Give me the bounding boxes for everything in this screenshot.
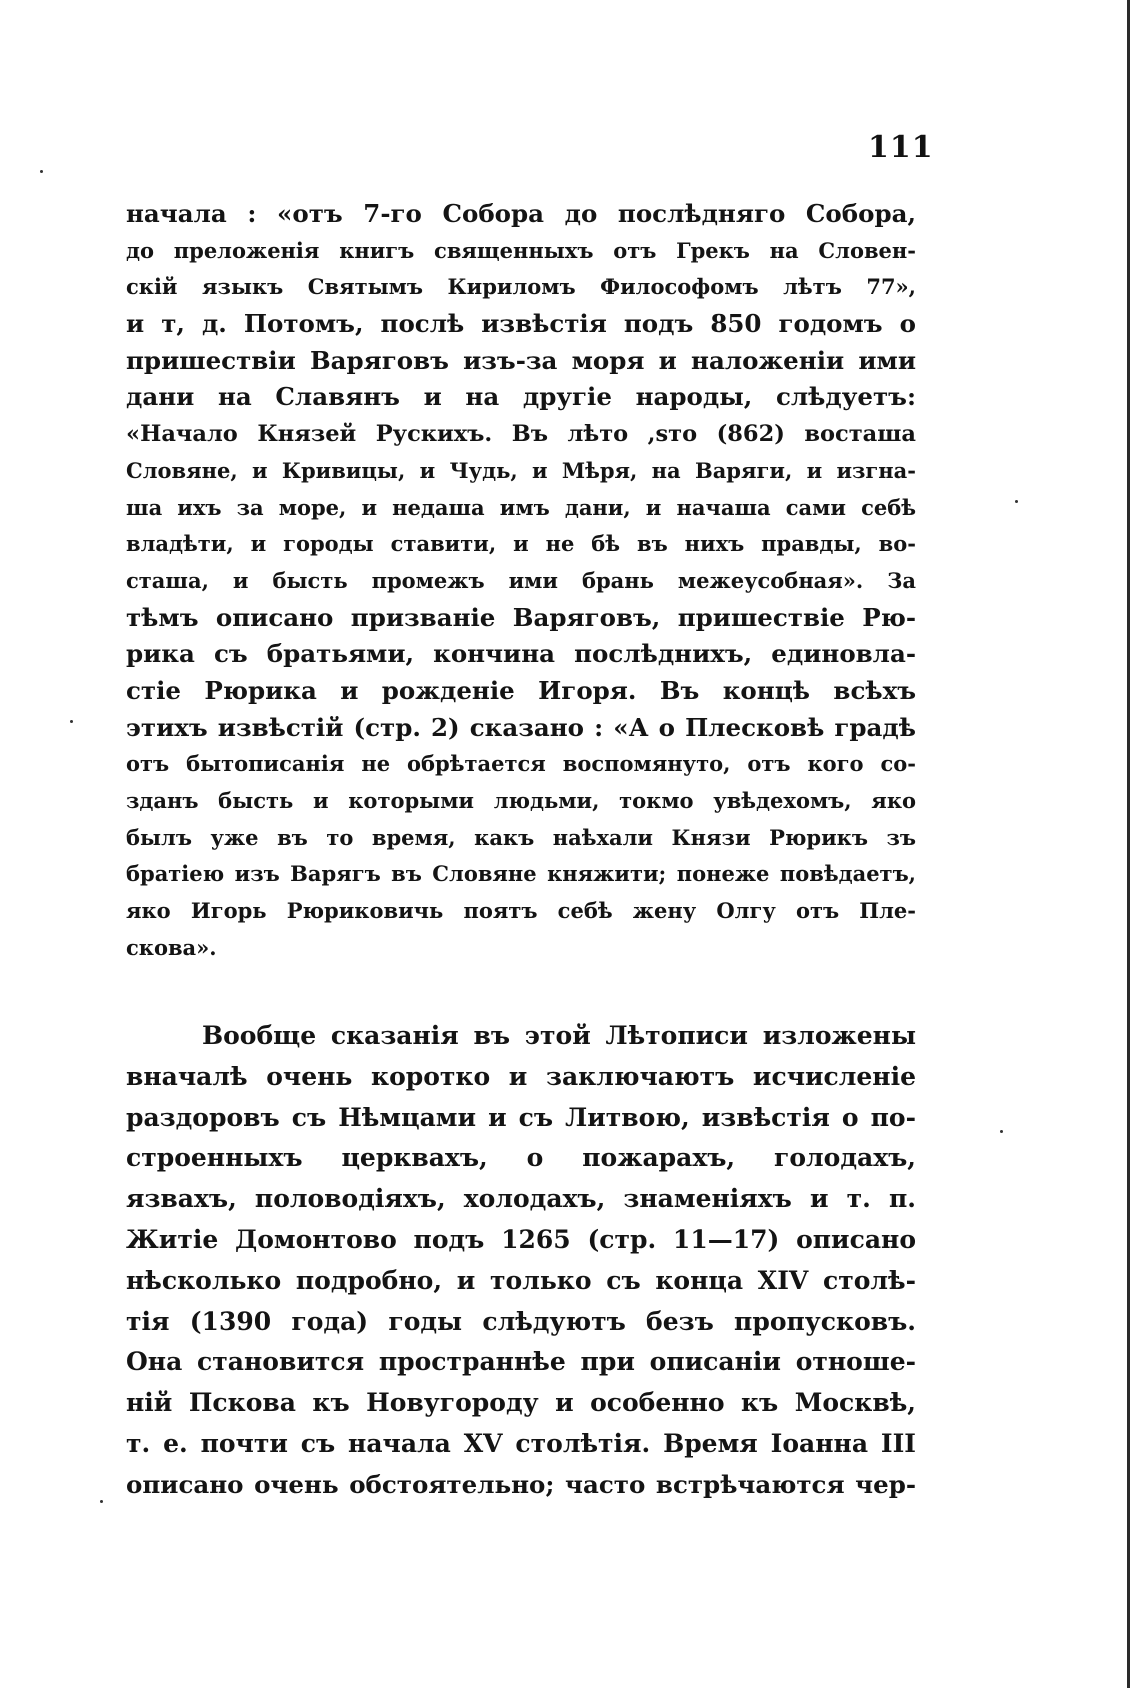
text-line: и т, д. Потомъ, послѣ извѣстія подъ 850 годомъ о (126, 309, 916, 339)
text-line: Житіе Домонтово подъ 1265 (стр. 11—17) описано (126, 1224, 916, 1254)
text-line: тѣмъ описано призваніе Варяговъ, пришествіе Рю- (126, 602, 916, 632)
text-line: начала : «отъ 7-го Собора до послѣдняго Собора, (126, 199, 916, 228)
scan-speck (70, 720, 73, 723)
text-line: стіе Рюрика и рожденіе Игоря. Въ концѣ всѣхъ (126, 675, 916, 705)
text-line: сташа, и бысть промежъ ими брань межеусобная». За (126, 567, 916, 593)
text-line: нѣсколько подробно, и только съ конца XIV столѣ- (126, 1265, 916, 1295)
text-line: пришествіи Варяговъ изъ-за моря и наложеніи ими (126, 345, 916, 375)
text-line: т. е. почти съ начала XV столѣтія. Время Іоанна III (126, 1428, 916, 1458)
text-line: вначалѣ очень коротко и заключаютъ исчисленіе (126, 1061, 916, 1091)
text-line: этихъ извѣстій (стр. 2) сказано : «А о Плесковѣ градѣ (126, 712, 916, 742)
text-line: отъ бытописанія не обрѣтается воспомянуто, отъ кого со- (126, 751, 916, 777)
text-line: яко Игорь Рюриковичь поятъ себѣ жену Олгу отъ Пле- (126, 898, 916, 924)
text-line: описано очень обстоятельно; часто встрѣчаются чер- (126, 1469, 916, 1499)
text-line: тія (1390 года) годы слѣдуютъ безъ пропусковъ. (126, 1306, 916, 1336)
text-line: «Начало Князей Рускихъ. Въ лѣто ,sто (862) восташа (126, 421, 916, 448)
text-line: ша ихъ за море, и недаша имъ дани, и начаша сами себѣ (126, 494, 916, 520)
text-line: братіею изъ Варягъ въ Словяне княжити; понеже повѣдаетъ, (126, 861, 916, 887)
text-line: скова». (126, 934, 217, 960)
text-line: владѣти, и городы ставити, и не бѣ въ нихъ правды, во- (126, 531, 916, 557)
text-line: дани на Славянъ и на другіе народы, слѣдуетъ: (126, 382, 916, 412)
scan-speck (40, 170, 43, 173)
page-number: 111 (868, 130, 934, 165)
text-line: ній Пскова къ Новугороду и особенно къ Москвѣ, (126, 1388, 916, 1418)
text-line: язвахъ, половодіяхъ, холодахъ, знаменіяхъ и т. п. (126, 1184, 916, 1214)
paragraph-1 (126, 196, 916, 966)
text-line: раздоровъ съ Нѣмцами и съ Литвою, извѣстія о по- (126, 1102, 916, 1132)
text-line: строенныхъ церквахъ, о пожарахъ, голодахъ, (126, 1143, 916, 1173)
page-edge-rule (1127, 0, 1130, 1688)
text-line: былъ уже въ то время, какъ наѣхали Князи Рюрикъ зъ (126, 824, 916, 850)
text-line: скій языкъ Святымъ Кириломъ Философомъ лѣтъ 77», (126, 274, 916, 300)
text-line: рика съ братьями, кончина послѣднихъ, единовла- (126, 639, 916, 669)
text-line: зданъ бысть и которыми людьми, токмо увѣдехомъ, яко (126, 788, 916, 813)
scan-speck (1000, 1130, 1003, 1133)
scan-speck (100, 1500, 103, 1503)
scan-speck (1015, 500, 1018, 503)
text-line: Словяне, и Кривицы, и Чудь, и Мѣря, на Варяги, и изгна- (126, 457, 916, 483)
paragraph-2 (126, 1016, 916, 1506)
text-line: до преложенія книгъ священныхъ отъ Грекъ на Словен- (126, 237, 916, 263)
text-line: Она становится пространнѣе при описаніи отноше- (126, 1347, 916, 1377)
text-line: Вообще сказанія въ этой Лѣтописи изложены (202, 1021, 916, 1050)
